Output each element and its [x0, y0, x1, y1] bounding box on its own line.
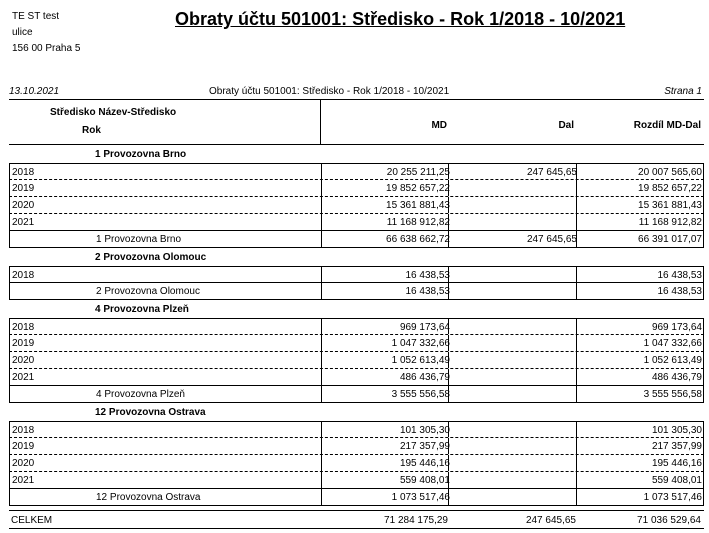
row-year: 2021: [12, 372, 35, 383]
row-year: 2019: [12, 338, 35, 349]
group-name: 2 Provozovna Olomouc: [95, 252, 207, 263]
column-divider: [576, 352, 577, 368]
column-divider: [576, 369, 577, 385]
report-meta: [9, 86, 702, 99]
column-divider: [576, 164, 577, 179]
row-md: 1 047 332,66: [391, 338, 450, 349]
column-divider: [321, 180, 322, 196]
group-total-md: 1 073 517,46: [391, 492, 450, 503]
group-total-row: [9, 231, 704, 248]
page-number: Strana 1: [664, 86, 702, 97]
row-md: 11 168 912,82: [386, 217, 450, 228]
row-year: 2019: [12, 441, 35, 452]
group-name: 1 Provozovna Brno: [95, 149, 187, 160]
header-md: MD: [431, 120, 447, 131]
row-year: 2021: [12, 217, 35, 228]
column-divider: [576, 438, 577, 454]
table-row: [9, 180, 704, 197]
row-diff: 1 047 332,66: [643, 338, 702, 349]
row-year: 2020: [12, 355, 35, 366]
column-divider: [321, 369, 322, 385]
group-total-row: [9, 489, 704, 506]
table-row: [9, 335, 704, 352]
row-year: 2018: [12, 167, 35, 178]
column-divider: [576, 267, 577, 282]
grand-total-dal: 247 645,65: [525, 515, 576, 526]
header-dal: Dal: [558, 120, 574, 131]
column-divider: [448, 197, 449, 213]
column-divider: [448, 214, 449, 230]
table-row: [9, 163, 704, 180]
column-divider: [576, 319, 577, 334]
table-body: [0, 145, 709, 529]
group-total-diff: 66 391 017,07: [638, 234, 702, 245]
column-divider: [576, 455, 577, 471]
row-diff: 11 168 912,82: [638, 217, 702, 228]
table-row: [9, 472, 704, 489]
group-total-label: 12 Provozovna Ostrava: [96, 492, 201, 503]
row-md: 15 361 881,43: [386, 200, 450, 211]
column-divider: [448, 386, 449, 402]
column-divider: [448, 352, 449, 368]
group-total-diff: 1 073 517,46: [643, 492, 702, 503]
column-divider: [576, 422, 577, 437]
column-divider: [448, 369, 449, 385]
row-year: 2018: [12, 270, 35, 281]
group-total-row: [9, 386, 704, 403]
group-total-label: 2 Provozovna Olomouc: [96, 286, 200, 297]
row-year: 2020: [12, 200, 35, 211]
column-divider: [448, 180, 449, 196]
row-diff: 969 173,64: [651, 322, 702, 333]
group-total-label: 1 Provozovna Brno: [96, 234, 182, 245]
header-center-name: Středisko Název-Středisko: [50, 107, 177, 118]
table-row: [9, 352, 704, 369]
row-diff: 15 361 881,43: [638, 200, 702, 211]
column-divider: [321, 455, 322, 471]
column-divider: [576, 386, 577, 402]
column-divider: [321, 438, 322, 454]
row-md: 195 446,16: [399, 458, 450, 469]
column-divider: [321, 472, 322, 488]
row-md: 101 305,30: [399, 425, 450, 436]
report-date: 13.10.2021: [9, 86, 60, 97]
row-diff: 101 305,30: [651, 425, 702, 436]
column-divider: [448, 489, 449, 505]
grand-total-label: CELKEM: [11, 515, 53, 526]
row-dal: 247 645,65: [526, 167, 577, 178]
company-street: ulice: [12, 27, 33, 38]
grand-total-row: [9, 510, 704, 529]
column-divider: [448, 283, 449, 299]
row-diff: 559 408,01: [651, 475, 702, 486]
column-divider: [448, 231, 449, 247]
column-divider: [321, 164, 322, 179]
group-total-diff: 3 555 556,58: [643, 389, 702, 400]
column-divider: [576, 180, 577, 196]
column-divider: [321, 352, 322, 368]
table-row: [9, 438, 704, 455]
column-divider: [321, 267, 322, 282]
grand-total-md: 71 284 175,29: [384, 515, 448, 526]
header-diff: Rozdíl MD-Dal: [633, 120, 701, 131]
row-year: 2018: [12, 425, 35, 436]
column-divider: [321, 386, 322, 402]
column-divider: [448, 472, 449, 488]
column-divider: [448, 422, 449, 437]
group-total-md: 3 555 556,58: [391, 389, 450, 400]
column-divider: [321, 422, 322, 437]
column-divider: [448, 438, 449, 454]
row-md: 16 438,53: [405, 270, 450, 281]
table-row: [9, 266, 704, 283]
table-row: [9, 369, 704, 386]
company-name: TE ST test: [12, 11, 60, 22]
column-divider: [321, 283, 322, 299]
group-name: 4 Provozovna Plzeň: [95, 304, 189, 315]
table-row: [9, 455, 704, 472]
column-divider: [576, 231, 577, 247]
header-divider: [320, 100, 321, 144]
column-divider: [321, 319, 322, 334]
column-divider: [448, 267, 449, 282]
column-divider: [448, 164, 449, 179]
group-total-label: 4 Provozovna Plzeň: [96, 389, 185, 400]
group-total-md: 66 638 662,72: [386, 234, 450, 245]
group-name: 12 Provozovna Ostrava: [95, 407, 206, 418]
row-md: 217 357,99: [399, 441, 450, 452]
group-header: [0, 300, 709, 318]
row-diff: 486 436,79: [651, 372, 702, 383]
row-md: 20 255 211,25: [386, 167, 450, 178]
column-divider: [321, 231, 322, 247]
row-diff: 217 357,99: [651, 441, 702, 452]
column-divider: [448, 319, 449, 334]
row-md: 486 436,79: [399, 372, 450, 383]
column-divider: [321, 335, 322, 351]
group-total-diff: 16 438,53: [657, 286, 702, 297]
row-md: 969 173,64: [399, 322, 450, 333]
table-row: [9, 421, 704, 438]
column-divider: [576, 472, 577, 488]
row-diff: 16 438,53: [657, 270, 702, 281]
table-header: [9, 99, 704, 145]
row-md: 19 852 657,22: [386, 183, 450, 194]
column-divider: [321, 489, 322, 505]
company-address: [12, 9, 80, 57]
row-year: 2020: [12, 458, 35, 469]
row-diff: 20 007 565,60: [638, 167, 702, 178]
company-city: 156 00 Praha 5: [12, 43, 81, 54]
report-title: Obraty účtu 501001: Středisko - Rok 1/2018 - 10/2021: [175, 9, 626, 29]
header-year: Rok: [82, 125, 101, 136]
column-divider: [321, 197, 322, 213]
column-divider: [576, 197, 577, 213]
grand-total-diff: 71 036 529,64: [637, 515, 701, 526]
column-divider: [448, 455, 449, 471]
row-year: 2019: [12, 183, 35, 194]
group-total-md: 16 438,53: [405, 286, 450, 297]
report-subtitle: Obraty účtu 501001: Středisko - Rok 1/2018 - 10/2021: [209, 86, 450, 97]
group-header: [0, 403, 709, 421]
row-md: 559 408,01: [399, 475, 450, 486]
column-divider: [576, 214, 577, 230]
table-row: [9, 214, 704, 231]
column-divider: [576, 489, 577, 505]
row-diff: 195 446,16: [651, 458, 702, 469]
group-header: [0, 145, 709, 163]
column-divider: [321, 214, 322, 230]
column-divider: [576, 283, 577, 299]
row-year: 2021: [12, 475, 35, 486]
row-md: 1 052 613,49: [391, 355, 450, 366]
group-header: [0, 248, 709, 266]
table-row: [9, 197, 704, 214]
group-total-dal: 247 645,65: [526, 234, 577, 245]
row-diff: 1 052 613,49: [643, 355, 702, 366]
row-diff: 19 852 657,22: [638, 183, 702, 194]
table-row: [9, 318, 704, 335]
column-divider: [576, 335, 577, 351]
row-year: 2018: [12, 322, 35, 333]
group-total-row: [9, 283, 704, 300]
column-divider: [448, 335, 449, 351]
